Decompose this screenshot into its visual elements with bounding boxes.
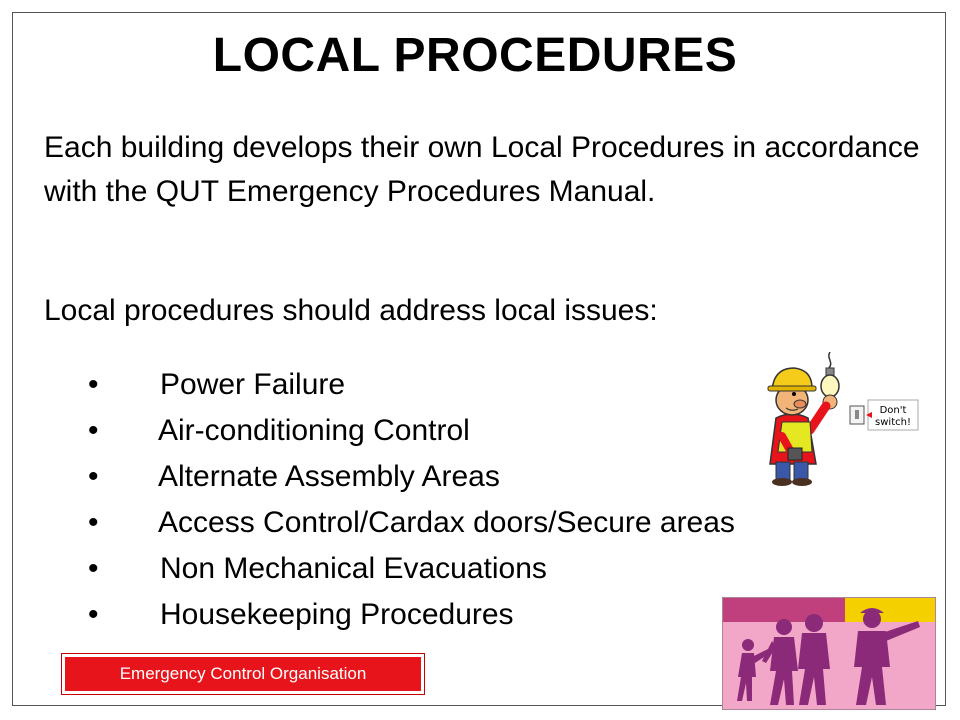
list-item-text: Power Failure bbox=[160, 368, 346, 401]
bullet: • bbox=[88, 552, 99, 585]
slide-title: LOCAL PROCEDURES bbox=[212, 29, 738, 82]
evacuation-figures-clipart bbox=[722, 597, 936, 710]
issues-heading: Local procedures should address local issues: bbox=[44, 294, 658, 327]
list-item-text: Alternate Assembly Areas bbox=[158, 460, 500, 493]
list-item-text: Access Control/Cardax doors/Secure areas bbox=[158, 506, 735, 539]
bullet: • bbox=[88, 506, 99, 539]
intro-paragraph: Each building develops their own Local Procedures in accordance with the QUT Emergency Procedures Manual. bbox=[44, 131, 920, 208]
list-item-text: Housekeeping Procedures bbox=[160, 598, 514, 631]
sign-line2: switch! bbox=[875, 417, 911, 428]
worker-bulb-clipart bbox=[762, 352, 922, 486]
bullet: • bbox=[88, 598, 99, 631]
bullet: • bbox=[88, 414, 99, 447]
list-item-text: Air-conditioning Control bbox=[158, 414, 470, 447]
bullet: • bbox=[88, 460, 99, 493]
footer-label: Emergency Control Organisation bbox=[62, 654, 424, 694]
sign-line1: Don't bbox=[879, 405, 907, 416]
bullet: • bbox=[88, 368, 99, 401]
list-item-text: Non Mechanical Evacuations bbox=[160, 552, 547, 585]
